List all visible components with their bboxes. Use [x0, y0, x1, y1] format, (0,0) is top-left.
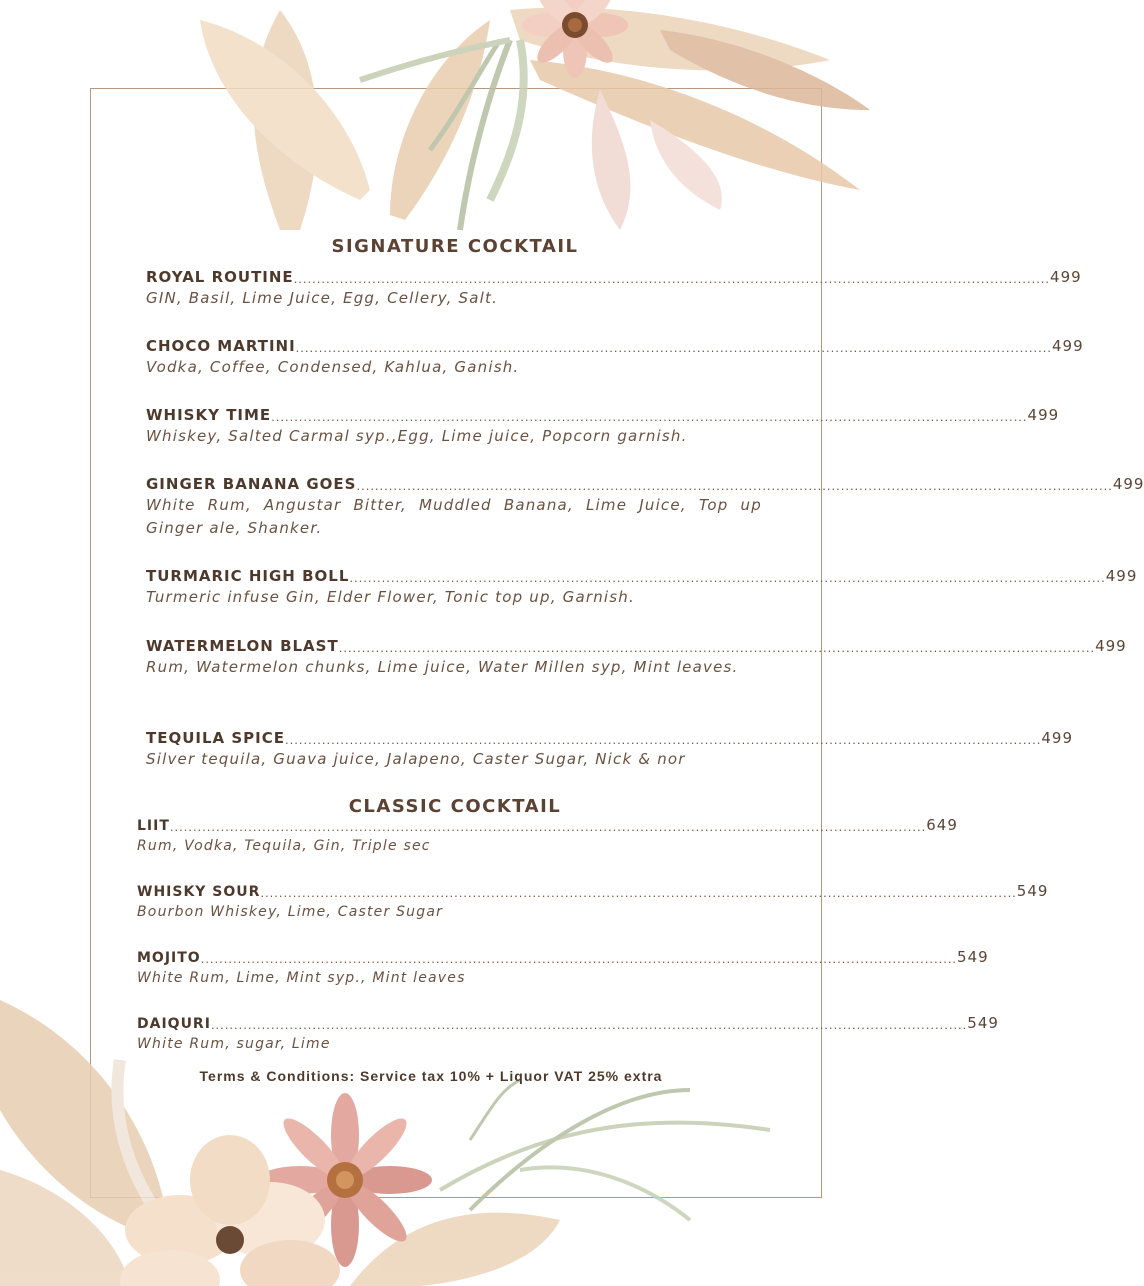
item-name: WATERMELON BLAST — [146, 637, 339, 655]
menu-item — [146, 333, 1084, 379]
terms-and-conditions: Terms & Conditions: Service tax 10% + Liquor VAT 25% extra — [199, 1068, 663, 1084]
item-price: 499 — [1095, 637, 1127, 655]
dot-leader: .................................................................................................................................................................... — [356, 478, 1113, 493]
dot-leader: .................................................................................................................................................................... — [338, 640, 1096, 655]
item-price: 499 — [1050, 268, 1082, 286]
menu-item — [137, 946, 989, 989]
item-description: White Rum, Lime, Mint syp., Mint leaves — [137, 970, 466, 986]
item-description: White Rum, sugar, Lime — [137, 1036, 331, 1052]
dot-leader: .................................................................................................................................................................... — [210, 1017, 968, 1032]
menu-item — [137, 1012, 999, 1055]
item-name: ROYAL ROUTINE — [146, 268, 294, 286]
item-description: GIN, Basil, Lime Juice, Egg, Cellery, Salt. — [146, 289, 499, 307]
item-price: 549 — [1016, 882, 1049, 900]
item-price: 499 — [1041, 729, 1073, 747]
item-description: Vodka, Coffee, Condensed, Kahlua, Ganish. — [146, 358, 520, 376]
item-description: Silver tequila, Guava juice, Jalapeno, Caster Sugar, Nick & nor — [146, 750, 686, 768]
menu-item — [146, 725, 1073, 771]
dot-leader: .................................................................................................................................................................... — [260, 885, 1017, 900]
item-name: LIIT — [137, 818, 170, 834]
classic-cocktail-heading: CLASSIC COCKTAIL — [348, 796, 562, 817]
item-name: WHISKY TIME — [146, 406, 272, 424]
item-description: Whiskey, Salted Carmal syp.,Egg, Lime juice, Popcorn garnish. — [146, 427, 688, 445]
item-price: 499 — [1027, 406, 1060, 424]
dot-leader: .................................................................................................................................................................... — [349, 570, 1106, 585]
top-floral-decoration — [130, 0, 890, 240]
menu-item — [137, 880, 1049, 923]
menu-item — [137, 814, 958, 857]
item-description: Bourbon Whiskey, Lime, Caster Sugar — [137, 904, 444, 920]
dot-leader: .................................................................................................................................................................... — [293, 271, 1051, 286]
item-description: Rum, Watermelon chunks, Lime juice, Water Millen syp, Mint leaves. — [146, 658, 739, 676]
dot-leader: .................................................................................................................................................................... — [295, 340, 1052, 355]
item-name: TURMARIC HIGH BOLL — [146, 567, 350, 585]
item-name: CHOCO MARTINI — [146, 337, 296, 355]
dot-leader: .................................................................................................................................................................... — [200, 951, 958, 966]
menu-item — [146, 471, 1144, 540]
item-price: 499 — [1112, 475, 1144, 493]
dot-leader: .................................................................................................................................................................... — [285, 732, 1042, 747]
menu-item — [146, 402, 1060, 448]
menu-item — [146, 633, 1127, 679]
menu-item — [146, 264, 1082, 310]
item-price: 499 — [1052, 337, 1084, 355]
dot-leader: .................................................................................................................................................................... — [271, 409, 1028, 424]
item-price: 549 — [967, 1014, 999, 1032]
item-name: DAIQURI — [137, 1016, 211, 1032]
item-price: 549 — [957, 948, 989, 966]
signature-cocktail-heading: SIGNATURE COCKTAIL — [331, 236, 579, 257]
item-name: MOJITO — [137, 950, 201, 966]
item-description: White Rum, Angustar Bitter, Muddled Banana, Lime Juice, Top up Ginger ale, Shanker. — [146, 496, 762, 537]
item-price: 649 — [926, 816, 958, 834]
menu-item — [146, 563, 1138, 609]
item-description: Turmeric infuse Gin, Elder Flower, Tonic top up, Garnish. — [146, 588, 635, 606]
item-name: TEQUILA SPICE — [146, 729, 286, 747]
item-name: WHISKY SOUR — [137, 884, 261, 900]
item-description: Rum, Vodka, Tequila, Gin, Triple sec — [137, 838, 431, 854]
dot-leader: .................................................................................................................................................................... — [169, 819, 927, 834]
item-name: GINGER BANANA GOES — [146, 475, 357, 493]
item-price: 499 — [1105, 567, 1138, 585]
